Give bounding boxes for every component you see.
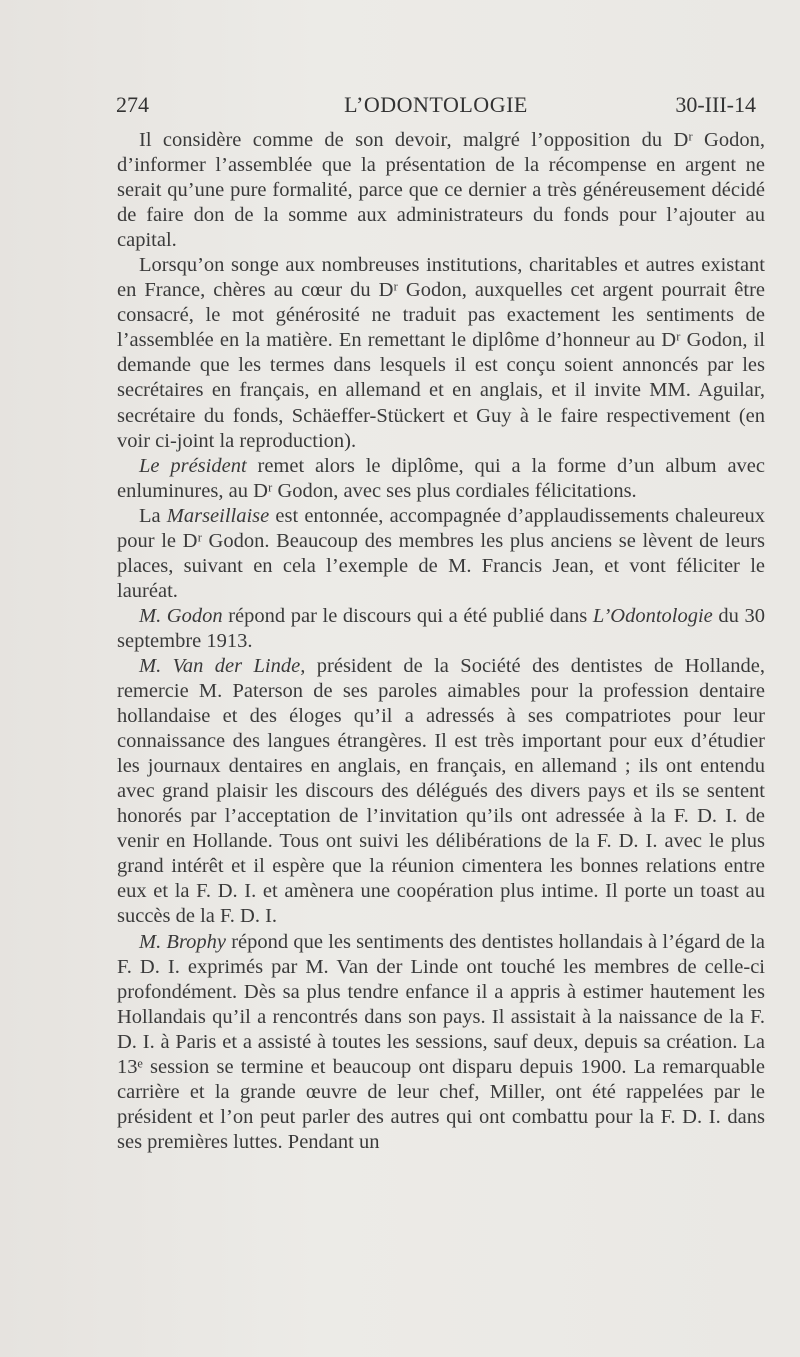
article-body: [117, 128, 765, 1155]
paragraph-text: répond par le discours qui a été publié dans: [222, 604, 593, 627]
paragraph: [117, 253, 765, 453]
paragraph-text: répond que les sentiments des dentistes hollandais à l’égard de la F. D. I. exprimés par M. Van der Linde ont touché les membres de celle-ci profondément. Dès sa plus tendre enfance il a appris à estimer hautement les Hollandais qu’il a rencontrés dans son pays. Il assistait à la naissance de la F. D. I. à Paris et a assisté à toutes les sessions, sauf deux, depuis sa création. La 13ᵉ session se termine et beaucoup ont disparu depuis 1900. La remarquable carrière et la grande œuvre de leur chef, Miller, ont été rappelées par le président et l’on peut parler des autres qui ont combattu pour la F. D. I. dans ses premières luttes. Pendant un: [117, 930, 765, 1153]
running-header: [116, 92, 756, 122]
paragraph-text: président de la Société des dentistes de Hollande, remercie M. Paterson de ses paroles aimables pour la profession dentaire hollandaise et des éloges qu’il a adressés à ses compatriotes pour leur connaissance des langues étrangères. Il est très important pour eux d’étudier les journaux dentaires en anglais, en français, en allemand ; ils ont entendu avec grand plaisir les discours des délégués des divers pays et ils se sentent honorés par l’acceptation de l’invitation qu’ils ont adressée à la F. D. I. de venir en Hollande. Tous ont suivi les délibérations de la F. D. I. avec le plus grand intérêt et il espère que la réunion cimentera les bonnes relations entre eux et la F. D. I. et amènera une coopération plus intime. Il porte un toast au succès de la F. D. I.: [117, 654, 765, 928]
paragraph-text: Lorsqu’on songe aux nombreuses institutions, charitables et autres existant en France, chères au cœur du Dʳ Godon, auxquelles cet argent pourrait être consacré, le mot générosité ne traduit pas exactement les sentiments de l’assemblée en la matière. En remettant le diplôme d’honneur au Dʳ Godon, il demande que les termes dans lesquels il est conçu soient annoncés par les secrétaires en français, en allemand et en anglais, et il invite MM. Aguilar, secrétaire du fonds, Schäeffer-Stückert et Guy à le faire respectivement (en voir ci-joint la reproduction).: [117, 254, 765, 452]
paragraph-text: du 30 septembre 1913.: [117, 604, 765, 652]
paragraph: [117, 504, 765, 604]
paragraph: [117, 454, 765, 504]
page-number: 274: [116, 92, 149, 117]
paragraph: [117, 128, 765, 253]
paragraph-text: est entonnée, accompagnée d’applaudissements chaleureux pour le Dʳ Godon. Beaucoup des membres les plus anciens se lèvent de leurs places, suivant en cela l’exemple de M. Francis Jean, et vont féliciter le lauréat.: [117, 504, 765, 602]
paragraph-text: La: [139, 504, 167, 527]
speaker-name: Le président: [139, 454, 247, 477]
speaker-name: M. Brophy: [139, 930, 227, 953]
song-title: Marseillaise: [166, 504, 270, 527]
journal-reference: L’Odontologie: [592, 604, 713, 627]
journal-title: L’ODONTOLOGIE: [344, 92, 528, 117]
paragraph: [117, 654, 765, 930]
paragraph: [117, 930, 765, 1155]
paragraph: [117, 604, 765, 654]
issue-date: 30-III-14: [675, 92, 756, 117]
speaker-name: M. Godon: [139, 604, 223, 627]
paragraph-text: Il considère comme de son devoir, malgré l’opposition du Dʳ Godon, d’informer l’assemblée que la présentation de la récompense en argent ne serait qu’une pure formalité, parce que ce dernier a très généreusement décidé de faire don de la somme aux administrateurs du fonds pour l’ajouter au capital.: [117, 129, 765, 252]
speaker-name: M. Van der Linde,: [139, 654, 306, 677]
paragraph-text: remet alors le diplôme, qui a la forme d’un album avec enluminures, au Dʳ Godon, avec ses plus cordiales félicitations.: [117, 454, 765, 502]
